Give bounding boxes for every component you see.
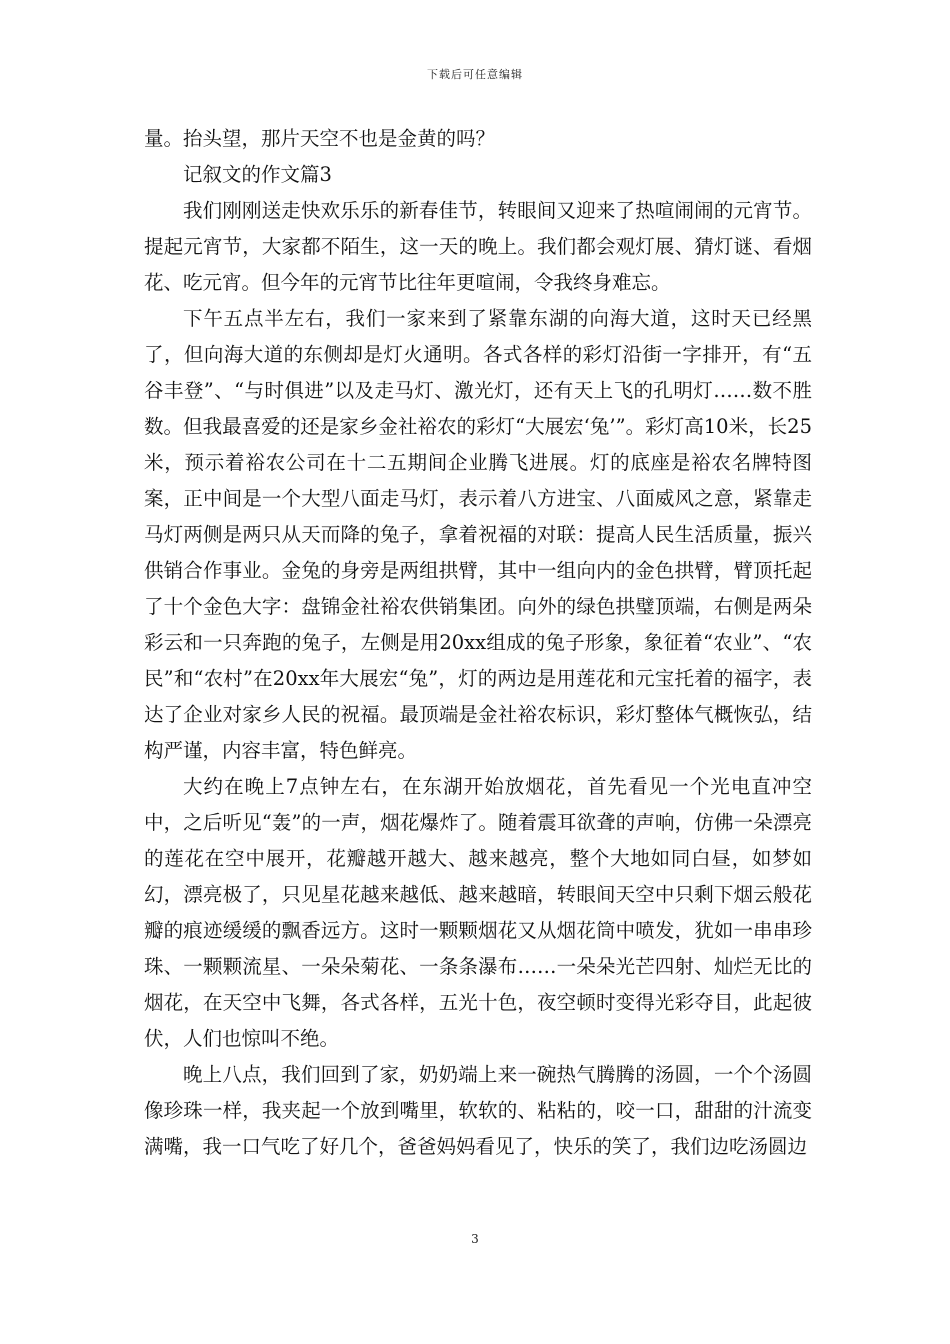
paragraph: 我们刚刚送走快欢乐乐的新春佳节，转眼间又迎来了热喧闹闹的元宵节。提起元宵节，大家都不陌生，这一天的晚上。我们都会观灯展、猜灯谜、看烟花、吃元宵。但今年的元宵节比往年更喧闹，令我终身难忘。 [144,199,812,294]
section-heading: 记叙文的作文篇3 [183,163,332,186]
paragraph: 晚上八点，我们回到了家，奶奶端上来一碗热气腾腾的汤圆，一个个汤圆像珍珠一样，我夹起一个放到嘴里，软软的、粘粘的，咬一口，甜甜的汁流变满嘴，我一口气吃了好几个，爸爸妈妈看见了，快乐的笑了，我们边吃汤圆边 [144,1063,812,1158]
paragraph: 大约在晚上7点钟左右，在东湖开始放烟花，首先看见一个光电直冲空中，之后听见“轰”的一声，烟花爆炸了。随着震耳欲聋的声响，仿佛一朵漂亮的莲花在空中展开，花瓣越开越大、越来越亮，整个大地如同白昼，如梦如幻，漂亮极了，只见星花越来越低、越来越暗，转眼间天空中只剩下烟云般花瓣的痕迹缓缓的飘香远方。这时一颗颗烟花又从烟花筒中喷发，犹如一串串珍珠、一颗颗流星、一朵朵菊花、一条条瀑布……一朵朵光芒四射、灿烂无比的烟花，在天空中飞舞，各式各样，五光十色，夜空顿时变得光彩夺目，此起彼伏，人们也惊叫不绝。 [144,775,812,1050]
paragraph: 下午五点半左右，我们一家来到了紧靠东湖的向海大道，这时天已经黑了，但向海大道的东侧却是灯火通明。各式各样的彩灯沿街一字排开，有“五谷丰登”、“与时俱进”以及走马灯、激光灯，还有天上飞的孔明灯……数不胜数。但我最喜爱的还是家乡金社裕农的彩灯“大展宏‘兔’”。彩灯高10米，长25米，预示着裕农公司在十二五期间企业腾飞进展。灯的底座是裕农名牌特图案，正中间是一个大型八面走马灯，表示着八方进宝、八面威风之意，紧靠走马灯两侧是两只从天而降的兔子，拿着祝福的对联：提高人民生活质量，振兴供销合作事业。金兔的身旁是两组拱臂，其中一组向内的金色拱臂，臂顶托起了十个金色大字：盘锦金社裕农供销集团。向外的绿色拱璧顶端，右侧是两朵彩云和一只奔跑的兔子，左侧是用20xx组成的兔子形象，象征着“农业”、“农民”和“农村”在20xx年大展宏“兔”，灯的两边是用莲花和元宝托着的福字，表达了企业对家乡人民的祝福。最顶端是金社裕农标识，彩灯整体气概恢弘，结构严谨，内容丰富，特色鲜亮。 [144,307,812,762]
page-number: 3 [471,1232,479,1246]
paragraph-continuation: 量。抬头望，那片天空不也是金黄的吗？ [144,127,496,150]
page-header: 下载后可任意编辑 [427,68,523,81]
document-body [144,121,812,1165]
